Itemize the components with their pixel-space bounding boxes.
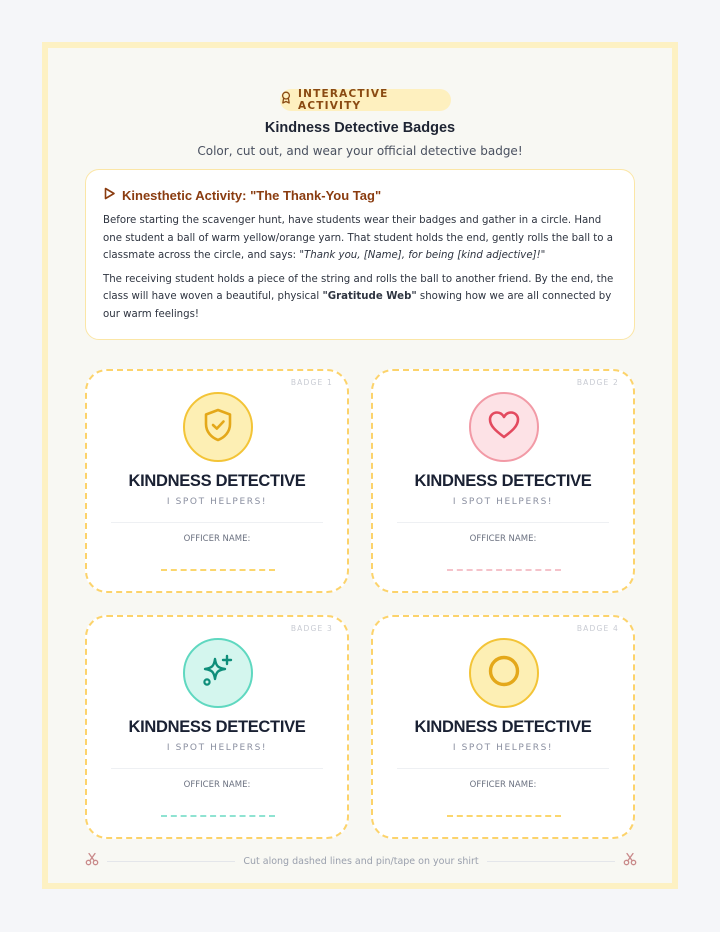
award-icon — [280, 91, 292, 109]
badge-card-2[interactable] — [371, 369, 635, 593]
badge-divider — [397, 522, 609, 523]
badge-divider — [111, 522, 323, 523]
badge-emblem — [183, 638, 253, 708]
heart-icon — [487, 410, 521, 445]
badge-emblem — [469, 638, 539, 708]
activity-p2-after: showing how we are all connected by our warm feelings! — [103, 291, 612, 320]
activity-p1-quote: "Thank you, [Name], for being [kind adjective]!" — [299, 250, 546, 261]
badge-tag: BADGE 1 — [290, 378, 333, 387]
officer-name-line[interactable] — [161, 815, 275, 817]
activity-heading — [103, 187, 617, 203]
badge-tag: BADGE 4 — [576, 624, 619, 633]
pill-label: INTERACTIVE ACTIVITY — [298, 88, 389, 112]
activity-paragraph-1 — [103, 212, 617, 265]
cut-line-right — [487, 861, 615, 862]
officer-name-label: OFFICER NAME: — [183, 780, 251, 790]
activity-heading-text: Kinesthetic Activity: "The Thank-You Tag" — [122, 187, 382, 203]
badge-tag: BADGE 3 — [290, 624, 333, 633]
badge-title: KINDNESS DETECTIVE — [414, 472, 592, 490]
badge-tag: BADGE 2 — [576, 378, 619, 387]
play-icon — [103, 187, 116, 203]
activity-paragraph-2 — [103, 271, 617, 324]
badge-card-3[interactable] — [85, 615, 349, 839]
cut-instructions — [85, 854, 637, 868]
activity-card — [85, 169, 635, 340]
officer-name-label: OFFICER NAME: — [469, 534, 537, 544]
badge-motto: I SPOT HELPERS! — [452, 497, 554, 507]
badge-title: KINDNESS DETECTIVE — [414, 718, 592, 736]
badge-emblem — [469, 392, 539, 462]
activity-p2-before: The receiving student holds a piece of the string and rolls the ball to another friend. By the end, the class will have woven a beautiful, physical — [103, 273, 614, 302]
cut-instructions-text: Cut along dashed lines and pin/tape on your shirt — [243, 855, 479, 867]
officer-name-line[interactable] — [161, 569, 275, 571]
page-title: Kindness Detective Badges — [264, 120, 456, 136]
badge-card-4[interactable] — [371, 615, 635, 839]
badge-motto: I SPOT HELPERS! — [452, 743, 554, 753]
badge-title: KINDNESS DETECTIVE — [128, 718, 306, 736]
worksheet-frame — [42, 42, 678, 889]
officer-name-line[interactable] — [447, 569, 561, 571]
shield-check-icon — [203, 408, 233, 447]
activity-pill — [280, 89, 451, 111]
circle-icon — [486, 653, 522, 694]
badge-divider — [397, 768, 609, 769]
badge-motto: I SPOT HELPERS! — [166, 743, 268, 753]
sparkles-icon — [200, 653, 236, 694]
cut-line-left — [107, 861, 235, 862]
scissors-icon — [623, 852, 637, 871]
badge-divider — [111, 768, 323, 769]
badge-motto: I SPOT HELPERS! — [166, 497, 268, 507]
page-subtitle: Color, cut out, and wear your official detective badge! — [197, 144, 523, 158]
officer-name-label: OFFICER NAME: — [183, 534, 251, 544]
officer-name-label: OFFICER NAME: — [469, 780, 537, 790]
activity-p2-bold: "Gratitude Web" — [322, 291, 417, 302]
officer-name-line[interactable] — [447, 815, 561, 817]
badge-title: KINDNESS DETECTIVE — [128, 472, 306, 490]
activity-p1-text: Before starting the scavenger hunt, have students wear their badges and gather in a circle. Hand one student a ball of warm yellow/orange yarn. That student holds the end, gently rolls the ball to a classmate across the circle, and says: — [103, 215, 613, 261]
scissors-icon — [85, 852, 99, 871]
badge-card-1[interactable] — [85, 369, 349, 593]
badge-emblem — [183, 392, 253, 462]
